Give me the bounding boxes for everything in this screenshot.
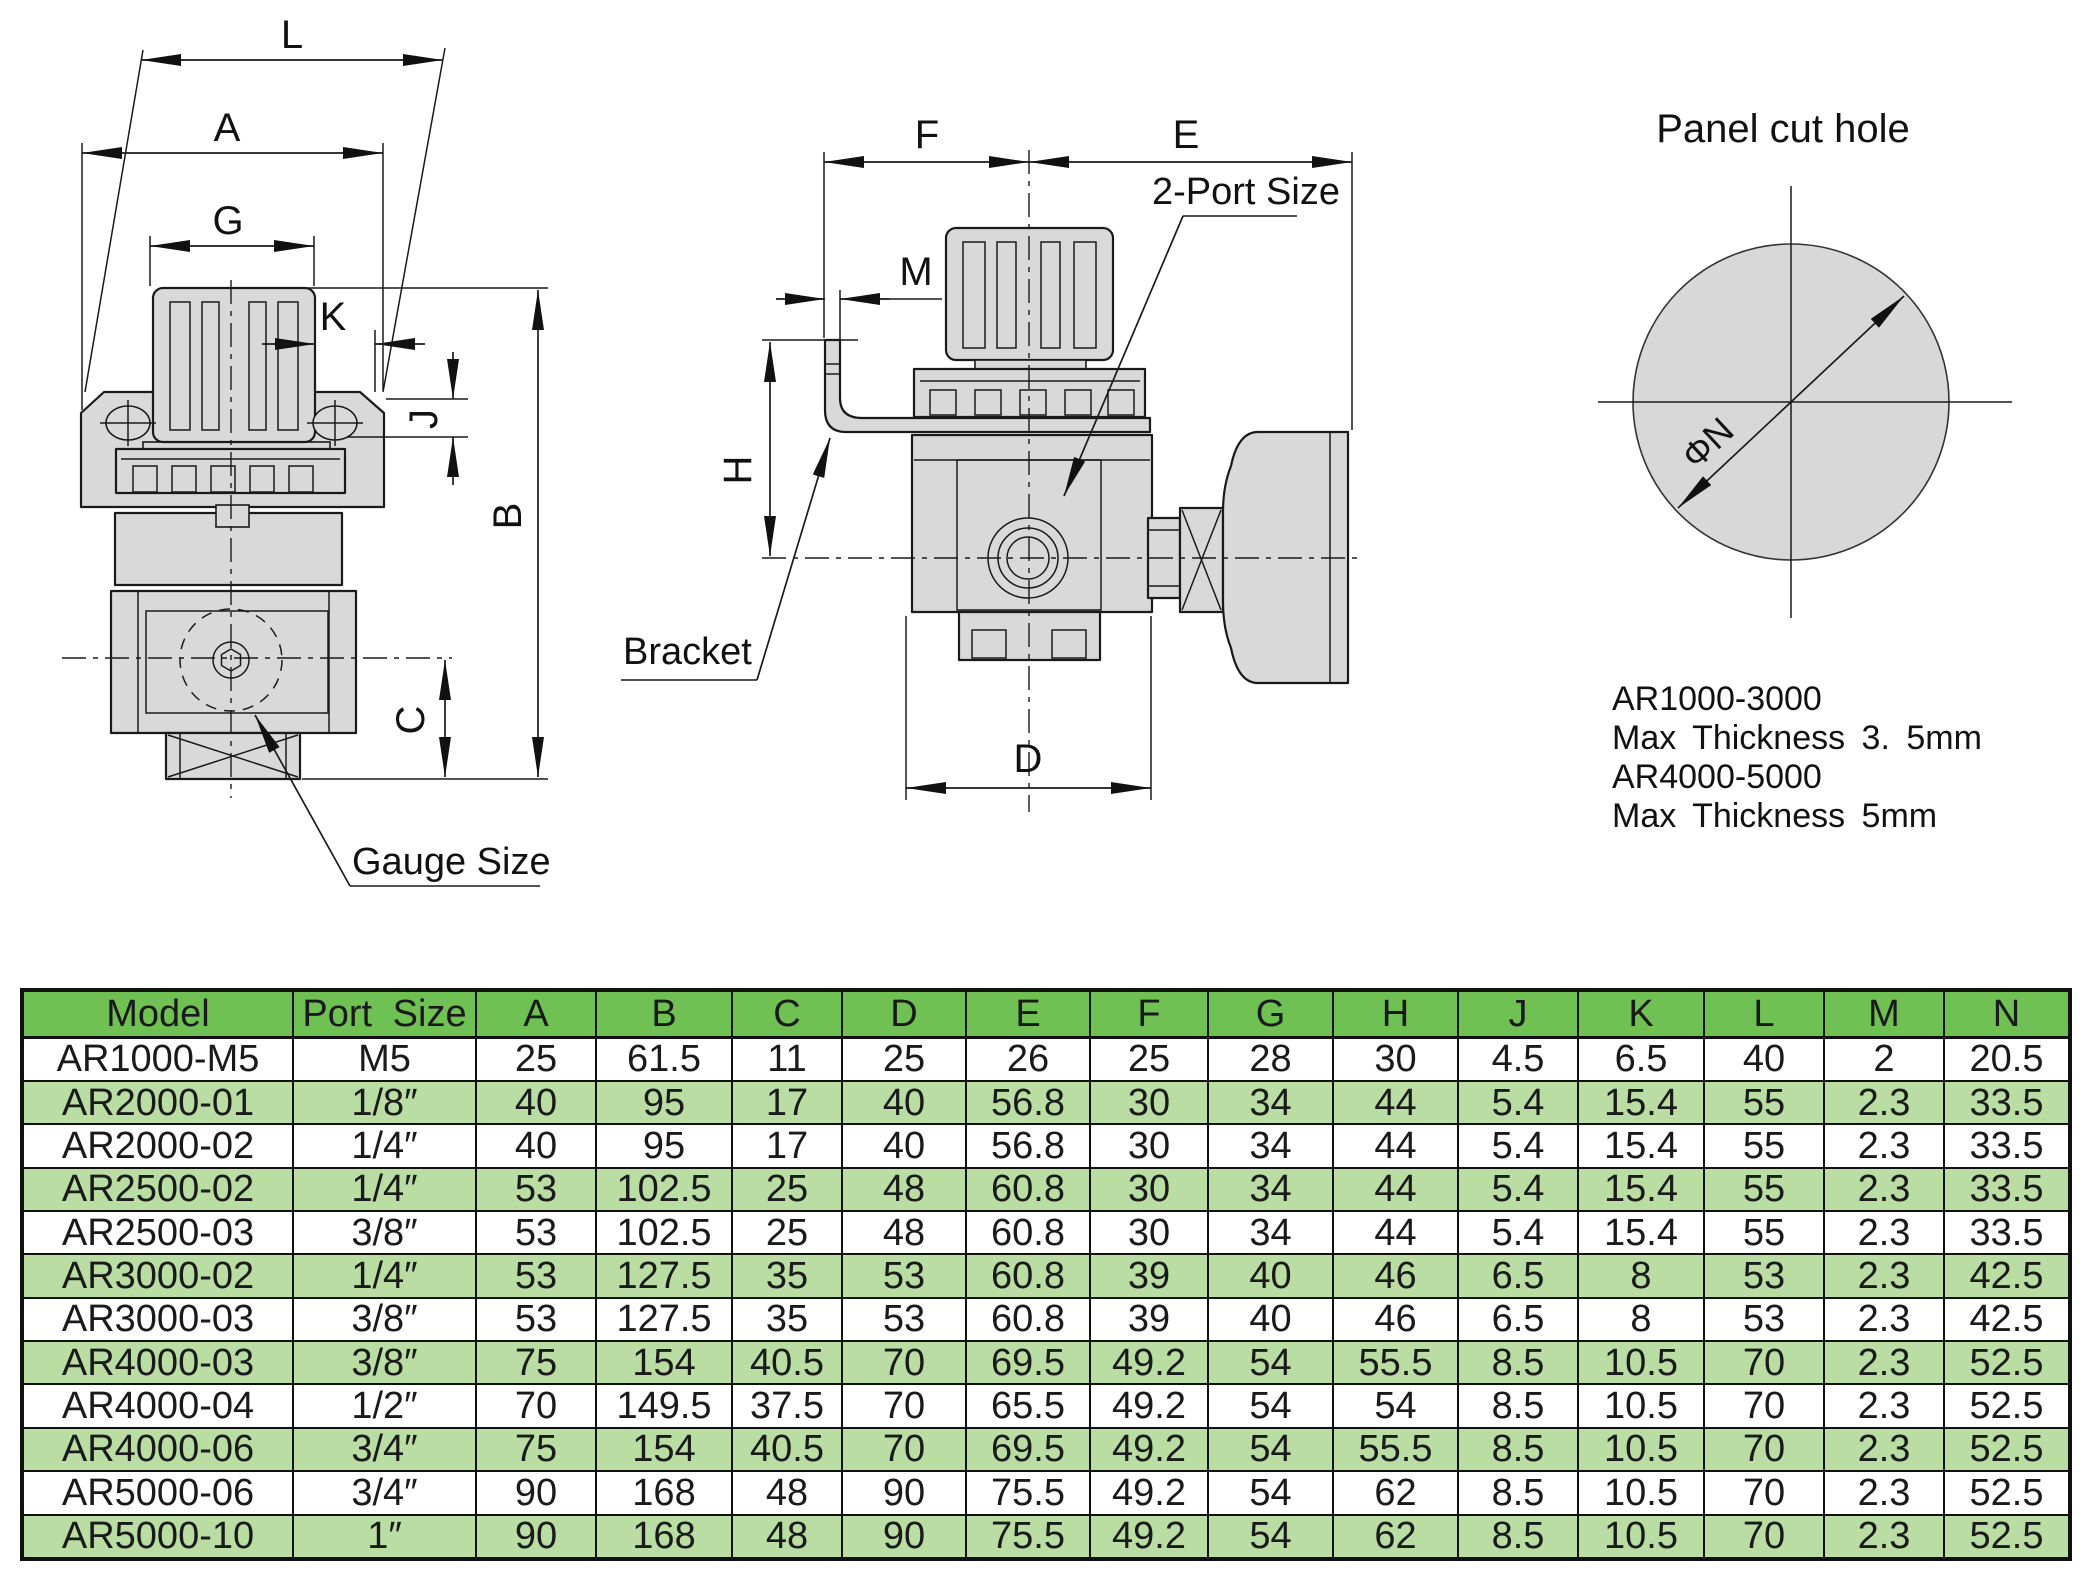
dimension-cell: 15.4 bbox=[1578, 1124, 1704, 1167]
dimension-cell: 54 bbox=[1333, 1384, 1458, 1427]
dimension-cell: 44 bbox=[1333, 1124, 1458, 1167]
dimension-cell: 25 bbox=[732, 1211, 842, 1254]
dimension-cell: 1/8″ bbox=[293, 1081, 476, 1124]
dim-label-C: C bbox=[389, 705, 433, 735]
gauge-size-label: Gauge Size bbox=[352, 841, 551, 883]
dimension-cell: 20.5 bbox=[1944, 1037, 2070, 1081]
dimension-cell: 30 bbox=[1333, 1037, 1458, 1081]
dimension-cell: 30 bbox=[1090, 1081, 1208, 1124]
dimension-cell: 168 bbox=[596, 1515, 732, 1560]
table-row bbox=[22, 1081, 2070, 1124]
note-line: AR1000-3000 bbox=[1612, 680, 1822, 718]
dim-label-E: E bbox=[1172, 113, 1200, 157]
dimension-cell: 52.5 bbox=[1944, 1428, 2070, 1471]
dimension-cell: 40.5 bbox=[732, 1341, 842, 1384]
bracket-label: Bracket bbox=[623, 631, 752, 673]
dim-label-F: F bbox=[914, 113, 940, 157]
dimension-cell: 2.3 bbox=[1824, 1254, 1944, 1297]
dimension-cell: 48 bbox=[842, 1211, 966, 1254]
table-row bbox=[22, 1254, 2070, 1297]
dimension-cell: 6.5 bbox=[1458, 1254, 1578, 1297]
column-header: M bbox=[1824, 990, 1944, 1037]
dimension-cell: 90 bbox=[476, 1515, 596, 1560]
dimension-cell: 1/4″ bbox=[293, 1124, 476, 1167]
dimension-cell: 40 bbox=[1208, 1298, 1333, 1341]
table-row bbox=[22, 1168, 2070, 1211]
dimension-cell: 3/8″ bbox=[293, 1341, 476, 1384]
dimension-cell: 2 bbox=[1824, 1037, 1944, 1081]
dimension-cell: 2.3 bbox=[1824, 1211, 1944, 1254]
dimension-cell: 60.8 bbox=[966, 1211, 1090, 1254]
dimension-cell: 52.5 bbox=[1944, 1341, 2070, 1384]
dimension-cell: 54 bbox=[1208, 1341, 1333, 1384]
dimension-cell: 5.4 bbox=[1458, 1124, 1578, 1167]
dimension-cell: 34 bbox=[1208, 1081, 1333, 1124]
dimension-cell: 55 bbox=[1704, 1124, 1824, 1167]
dimension-cell: 102.5 bbox=[596, 1211, 732, 1254]
panel-cut-hole-drawing bbox=[1598, 107, 2012, 835]
dimension-cell: 2.3 bbox=[1824, 1384, 1944, 1427]
dimension-cell: 53 bbox=[476, 1168, 596, 1211]
dimension-cell: 75 bbox=[476, 1428, 596, 1471]
body-lower bbox=[111, 591, 356, 733]
dimension-cell: 55.5 bbox=[1333, 1341, 1458, 1384]
body-tab bbox=[216, 505, 249, 527]
dimension-cell: 46 bbox=[1333, 1254, 1458, 1297]
dimension-cell: 61.5 bbox=[596, 1037, 732, 1081]
dimension-cell: 127.5 bbox=[596, 1298, 732, 1341]
dimension-cell: 54 bbox=[1208, 1515, 1333, 1560]
dimension-cell: 6.5 bbox=[1578, 1037, 1704, 1081]
dimension-cell: 33.5 bbox=[1944, 1081, 2070, 1124]
column-header: N bbox=[1944, 990, 2070, 1037]
dimension-cell: M5 bbox=[293, 1037, 476, 1081]
table-row bbox=[22, 1515, 2070, 1560]
dimension-cell: 90 bbox=[842, 1471, 966, 1514]
dimension-cell: 53 bbox=[1704, 1254, 1824, 1297]
dimension-cell: 40 bbox=[476, 1081, 596, 1124]
model-cell: AR4000-03 bbox=[22, 1341, 293, 1384]
dimension-cell: 35 bbox=[732, 1254, 842, 1297]
dimension-cell: 1″ bbox=[293, 1515, 476, 1560]
model-cell: AR4000-06 bbox=[22, 1428, 293, 1471]
side-body bbox=[912, 435, 1152, 612]
dimension-cell: 40 bbox=[842, 1124, 966, 1167]
column-header: H bbox=[1333, 990, 1458, 1037]
dimension-cell: 8.5 bbox=[1458, 1341, 1578, 1384]
dimension-cell: 40.5 bbox=[732, 1428, 842, 1471]
dimension-cell: 95 bbox=[596, 1124, 732, 1167]
dimension-cell: 8.5 bbox=[1458, 1515, 1578, 1560]
model-cell: AR4000-04 bbox=[22, 1384, 293, 1427]
dimension-cell: 10.5 bbox=[1578, 1471, 1704, 1514]
dimension-cell: 3/8″ bbox=[293, 1298, 476, 1341]
dimension-cell: 8.5 bbox=[1458, 1384, 1578, 1427]
model-cell: AR3000-02 bbox=[22, 1254, 293, 1297]
dimension-cell: 54 bbox=[1208, 1384, 1333, 1427]
dimension-cell: 1/2″ bbox=[293, 1384, 476, 1427]
dimension-cell: 54 bbox=[1208, 1428, 1333, 1471]
table-row bbox=[22, 1211, 2070, 1254]
dimension-cell: 154 bbox=[596, 1341, 732, 1384]
dimension-cell: 70 bbox=[1704, 1341, 1824, 1384]
dimension-cell: 10.5 bbox=[1578, 1428, 1704, 1471]
dimension-cell: 60.8 bbox=[966, 1298, 1090, 1341]
dimension-cell: 49.2 bbox=[1090, 1341, 1208, 1384]
dimension-cell: 90 bbox=[842, 1515, 966, 1560]
dim-label-B: B bbox=[486, 502, 530, 530]
dimension-cell: 95 bbox=[596, 1081, 732, 1124]
column-header: D bbox=[842, 990, 966, 1037]
dimension-cell: 17 bbox=[732, 1081, 842, 1124]
model-cell: AR2000-01 bbox=[22, 1081, 293, 1124]
dimension-cell: 53 bbox=[476, 1211, 596, 1254]
table-row bbox=[22, 1384, 2070, 1427]
dimension-cell: 49.2 bbox=[1090, 1428, 1208, 1471]
dimension-cell: 25 bbox=[732, 1168, 842, 1211]
dimension-cell: 70 bbox=[1704, 1428, 1824, 1471]
dimension-cell: 62 bbox=[1333, 1515, 1458, 1560]
dimension-cell: 56.8 bbox=[966, 1081, 1090, 1124]
dimension-cell: 2.3 bbox=[1824, 1168, 1944, 1211]
side-view-drawing bbox=[621, 113, 1360, 812]
dimension-cell: 70 bbox=[842, 1428, 966, 1471]
dimension-cell: 1/4″ bbox=[293, 1254, 476, 1297]
dimension-cell: 40 bbox=[1704, 1037, 1824, 1081]
dimension-cell: 10.5 bbox=[1578, 1341, 1704, 1384]
dim-label-A: A bbox=[213, 106, 241, 150]
column-header: G bbox=[1208, 990, 1333, 1037]
dimension-cell: 75.5 bbox=[966, 1471, 1090, 1514]
dimension-cell: 102.5 bbox=[596, 1168, 732, 1211]
dimension-cell: 42.5 bbox=[1944, 1254, 2070, 1297]
dimension-cell: 53 bbox=[842, 1254, 966, 1297]
dimension-cell: 69.5 bbox=[966, 1341, 1090, 1384]
model-cell: AR2500-02 bbox=[22, 1168, 293, 1211]
dimension-table bbox=[20, 988, 2072, 1561]
dimension-cell: 53 bbox=[476, 1298, 596, 1341]
dimension-cell: 44 bbox=[1333, 1081, 1458, 1124]
dimension-cell: 56.8 bbox=[966, 1124, 1090, 1167]
knob-neck bbox=[975, 360, 1086, 369]
dimension-cell: 39 bbox=[1090, 1254, 1208, 1297]
dimension-cell: 2.3 bbox=[1824, 1341, 1944, 1384]
dimension-cell: 69.5 bbox=[966, 1428, 1090, 1471]
dimension-cell: 8.5 bbox=[1458, 1428, 1578, 1471]
dimension-cell: 17 bbox=[732, 1124, 842, 1167]
dimension-cell: 60.8 bbox=[966, 1168, 1090, 1211]
dimension-cell: 53 bbox=[1704, 1298, 1824, 1341]
dimension-cell: 55 bbox=[1704, 1168, 1824, 1211]
table-row bbox=[22, 1428, 2070, 1471]
panel-cut-title: Panel cut hole bbox=[1656, 107, 1910, 151]
dimension-cell: 33.5 bbox=[1944, 1124, 2070, 1167]
dimension-cell: 40 bbox=[476, 1124, 596, 1167]
front-view-drawing bbox=[62, 13, 551, 886]
dimension-cell: 52.5 bbox=[1944, 1515, 2070, 1560]
header-row bbox=[22, 990, 2070, 1037]
dimension-cell: 2.3 bbox=[1824, 1515, 1944, 1560]
dimension-cell: 3/4″ bbox=[293, 1471, 476, 1514]
dim-label-L: L bbox=[280, 13, 304, 57]
dimension-cell: 5.4 bbox=[1458, 1081, 1578, 1124]
dimension-cell: 48 bbox=[842, 1168, 966, 1211]
dimension-cell: 15.4 bbox=[1578, 1081, 1704, 1124]
dimension-cell: 70 bbox=[1704, 1471, 1824, 1514]
dimension-cell: 70 bbox=[476, 1384, 596, 1427]
dimension-cell: 1/4″ bbox=[293, 1168, 476, 1211]
note-line: AR4000-5000 bbox=[1612, 758, 1822, 796]
dimension-cell: 40 bbox=[842, 1081, 966, 1124]
dimension-cell: 40 bbox=[1208, 1254, 1333, 1297]
dim-label-J: J bbox=[402, 409, 446, 429]
dimension-cell: 34 bbox=[1208, 1168, 1333, 1211]
dim-label-K: K bbox=[319, 295, 347, 339]
column-header: A bbox=[476, 990, 596, 1037]
dim-label-G: G bbox=[212, 199, 244, 243]
note-line: Max Thickness 3. 5mm bbox=[1612, 719, 1982, 757]
dimension-cell: 70 bbox=[842, 1341, 966, 1384]
dimension-cell: 28 bbox=[1208, 1037, 1333, 1081]
dimension-cell: 53 bbox=[842, 1298, 966, 1341]
panel-notes bbox=[1612, 680, 1982, 835]
dimension-cell: 127.5 bbox=[596, 1254, 732, 1297]
column-header: C bbox=[732, 990, 842, 1037]
adjust-knob bbox=[153, 288, 315, 442]
note-line: Max Thickness 5mm bbox=[1612, 797, 1938, 835]
dimension-cell: 90 bbox=[476, 1471, 596, 1514]
dimension-cell: 55 bbox=[1704, 1081, 1824, 1124]
gauge-thread bbox=[1180, 508, 1223, 612]
dimension-cell: 30 bbox=[1090, 1168, 1208, 1211]
dimension-cell: 49.2 bbox=[1090, 1471, 1208, 1514]
dimension-cell: 55.5 bbox=[1333, 1428, 1458, 1471]
dimension-cell: 60.8 bbox=[966, 1254, 1090, 1297]
table-row bbox=[22, 1298, 2070, 1341]
dimension-cell: 48 bbox=[732, 1515, 842, 1560]
model-cell: AR1000-M5 bbox=[22, 1037, 293, 1081]
dimension-cell: 75.5 bbox=[966, 1515, 1090, 1560]
dimension-cell: 35 bbox=[732, 1298, 842, 1341]
model-cell: AR5000-10 bbox=[22, 1515, 293, 1560]
table-row bbox=[22, 1124, 2070, 1167]
dimension-cell: 26 bbox=[966, 1037, 1090, 1081]
dimension-cell: 65.5 bbox=[966, 1384, 1090, 1427]
dimension-cell: 33.5 bbox=[1944, 1168, 2070, 1211]
dimension-cell: 15.4 bbox=[1578, 1211, 1704, 1254]
table-row bbox=[22, 1341, 2070, 1384]
dim-label-M: M bbox=[899, 250, 933, 294]
dimension-cell: 2.3 bbox=[1824, 1298, 1944, 1341]
dimension-cell: 149.5 bbox=[596, 1384, 732, 1427]
dimension-cell: 53 bbox=[476, 1254, 596, 1297]
dimension-cell: 8 bbox=[1578, 1254, 1704, 1297]
dimension-cell: 44 bbox=[1333, 1168, 1458, 1211]
table-row bbox=[22, 1037, 2070, 1081]
diameter-label: ΦN bbox=[1673, 409, 1742, 477]
dimension-cell: 54 bbox=[1208, 1471, 1333, 1514]
dimension-cell: 34 bbox=[1208, 1211, 1333, 1254]
dimension-cell: 33.5 bbox=[1944, 1211, 2070, 1254]
dimension-cell: 70 bbox=[1704, 1384, 1824, 1427]
column-header: L bbox=[1704, 990, 1824, 1037]
model-cell: AR3000-03 bbox=[22, 1298, 293, 1341]
dimension-cell: 8 bbox=[1578, 1298, 1704, 1341]
port-size-label: 2-Port Size bbox=[1152, 171, 1340, 213]
dimension-cell: 46 bbox=[1333, 1298, 1458, 1341]
dimension-cell: 75 bbox=[476, 1341, 596, 1384]
column-header: Port Size bbox=[293, 990, 476, 1037]
dimension-cell: 52.5 bbox=[1944, 1384, 2070, 1427]
dimension-cell: 2.3 bbox=[1824, 1081, 1944, 1124]
dimension-cell: 10.5 bbox=[1578, 1384, 1704, 1427]
dimension-cell: 62 bbox=[1333, 1471, 1458, 1514]
dimension-cell: 5.4 bbox=[1458, 1168, 1578, 1211]
dimension-cell: 52.5 bbox=[1944, 1471, 2070, 1514]
dimension-cell: 154 bbox=[596, 1428, 732, 1471]
dimension-cell: 49.2 bbox=[1090, 1515, 1208, 1560]
dimension-cell: 49.2 bbox=[1090, 1384, 1208, 1427]
dimension-cell: 4.5 bbox=[1458, 1037, 1578, 1081]
dimension-cell: 168 bbox=[596, 1471, 732, 1514]
dimension-cell: 25 bbox=[842, 1037, 966, 1081]
dimension-cell: 25 bbox=[476, 1037, 596, 1081]
dimension-cell: 10.5 bbox=[1578, 1515, 1704, 1560]
dimension-cell: 6.5 bbox=[1458, 1298, 1578, 1341]
dimension-cell: 30 bbox=[1090, 1124, 1208, 1167]
dimension-cell: 8.5 bbox=[1458, 1471, 1578, 1514]
dimension-cell: 39 bbox=[1090, 1298, 1208, 1341]
dimension-cell: 2.3 bbox=[1824, 1471, 1944, 1514]
dimension-cell: 5.4 bbox=[1458, 1211, 1578, 1254]
dimension-cell: 30 bbox=[1090, 1211, 1208, 1254]
dimension-cell: 2.3 bbox=[1824, 1124, 1944, 1167]
dimension-cell: 48 bbox=[732, 1471, 842, 1514]
dimension-cell: 37.5 bbox=[732, 1384, 842, 1427]
table-row bbox=[22, 1471, 2070, 1514]
column-header: E bbox=[966, 990, 1090, 1037]
dimension-cell: 70 bbox=[1704, 1515, 1824, 1560]
dimension-cell: 42.5 bbox=[1944, 1298, 2070, 1341]
dimension-cell: 25 bbox=[1090, 1037, 1208, 1081]
dimension-cell: 3/4″ bbox=[293, 1428, 476, 1471]
dim-label-H: H bbox=[716, 455, 760, 485]
dimension-cell: 55 bbox=[1704, 1211, 1824, 1254]
bottom-port bbox=[166, 733, 300, 779]
dimension-cell: 11 bbox=[732, 1037, 842, 1081]
model-cell: AR5000-06 bbox=[22, 1471, 293, 1514]
dimension-cell: 2.3 bbox=[1824, 1428, 1944, 1471]
model-cell: AR2000-02 bbox=[22, 1124, 293, 1167]
dimension-cell: 44 bbox=[1333, 1211, 1458, 1254]
dimension-cell: 70 bbox=[842, 1384, 966, 1427]
dimension-cell: 15.4 bbox=[1578, 1168, 1704, 1211]
dimension-cell: 3/8″ bbox=[293, 1211, 476, 1254]
dim-label-D: D bbox=[1013, 737, 1043, 781]
column-header: B bbox=[596, 990, 732, 1037]
dimension-cell: 34 bbox=[1208, 1124, 1333, 1167]
column-header: J bbox=[1458, 990, 1578, 1037]
column-header: K bbox=[1578, 990, 1704, 1037]
model-cell: AR2500-03 bbox=[22, 1211, 293, 1254]
column-header: Model bbox=[22, 990, 293, 1037]
column-header: F bbox=[1090, 990, 1208, 1037]
